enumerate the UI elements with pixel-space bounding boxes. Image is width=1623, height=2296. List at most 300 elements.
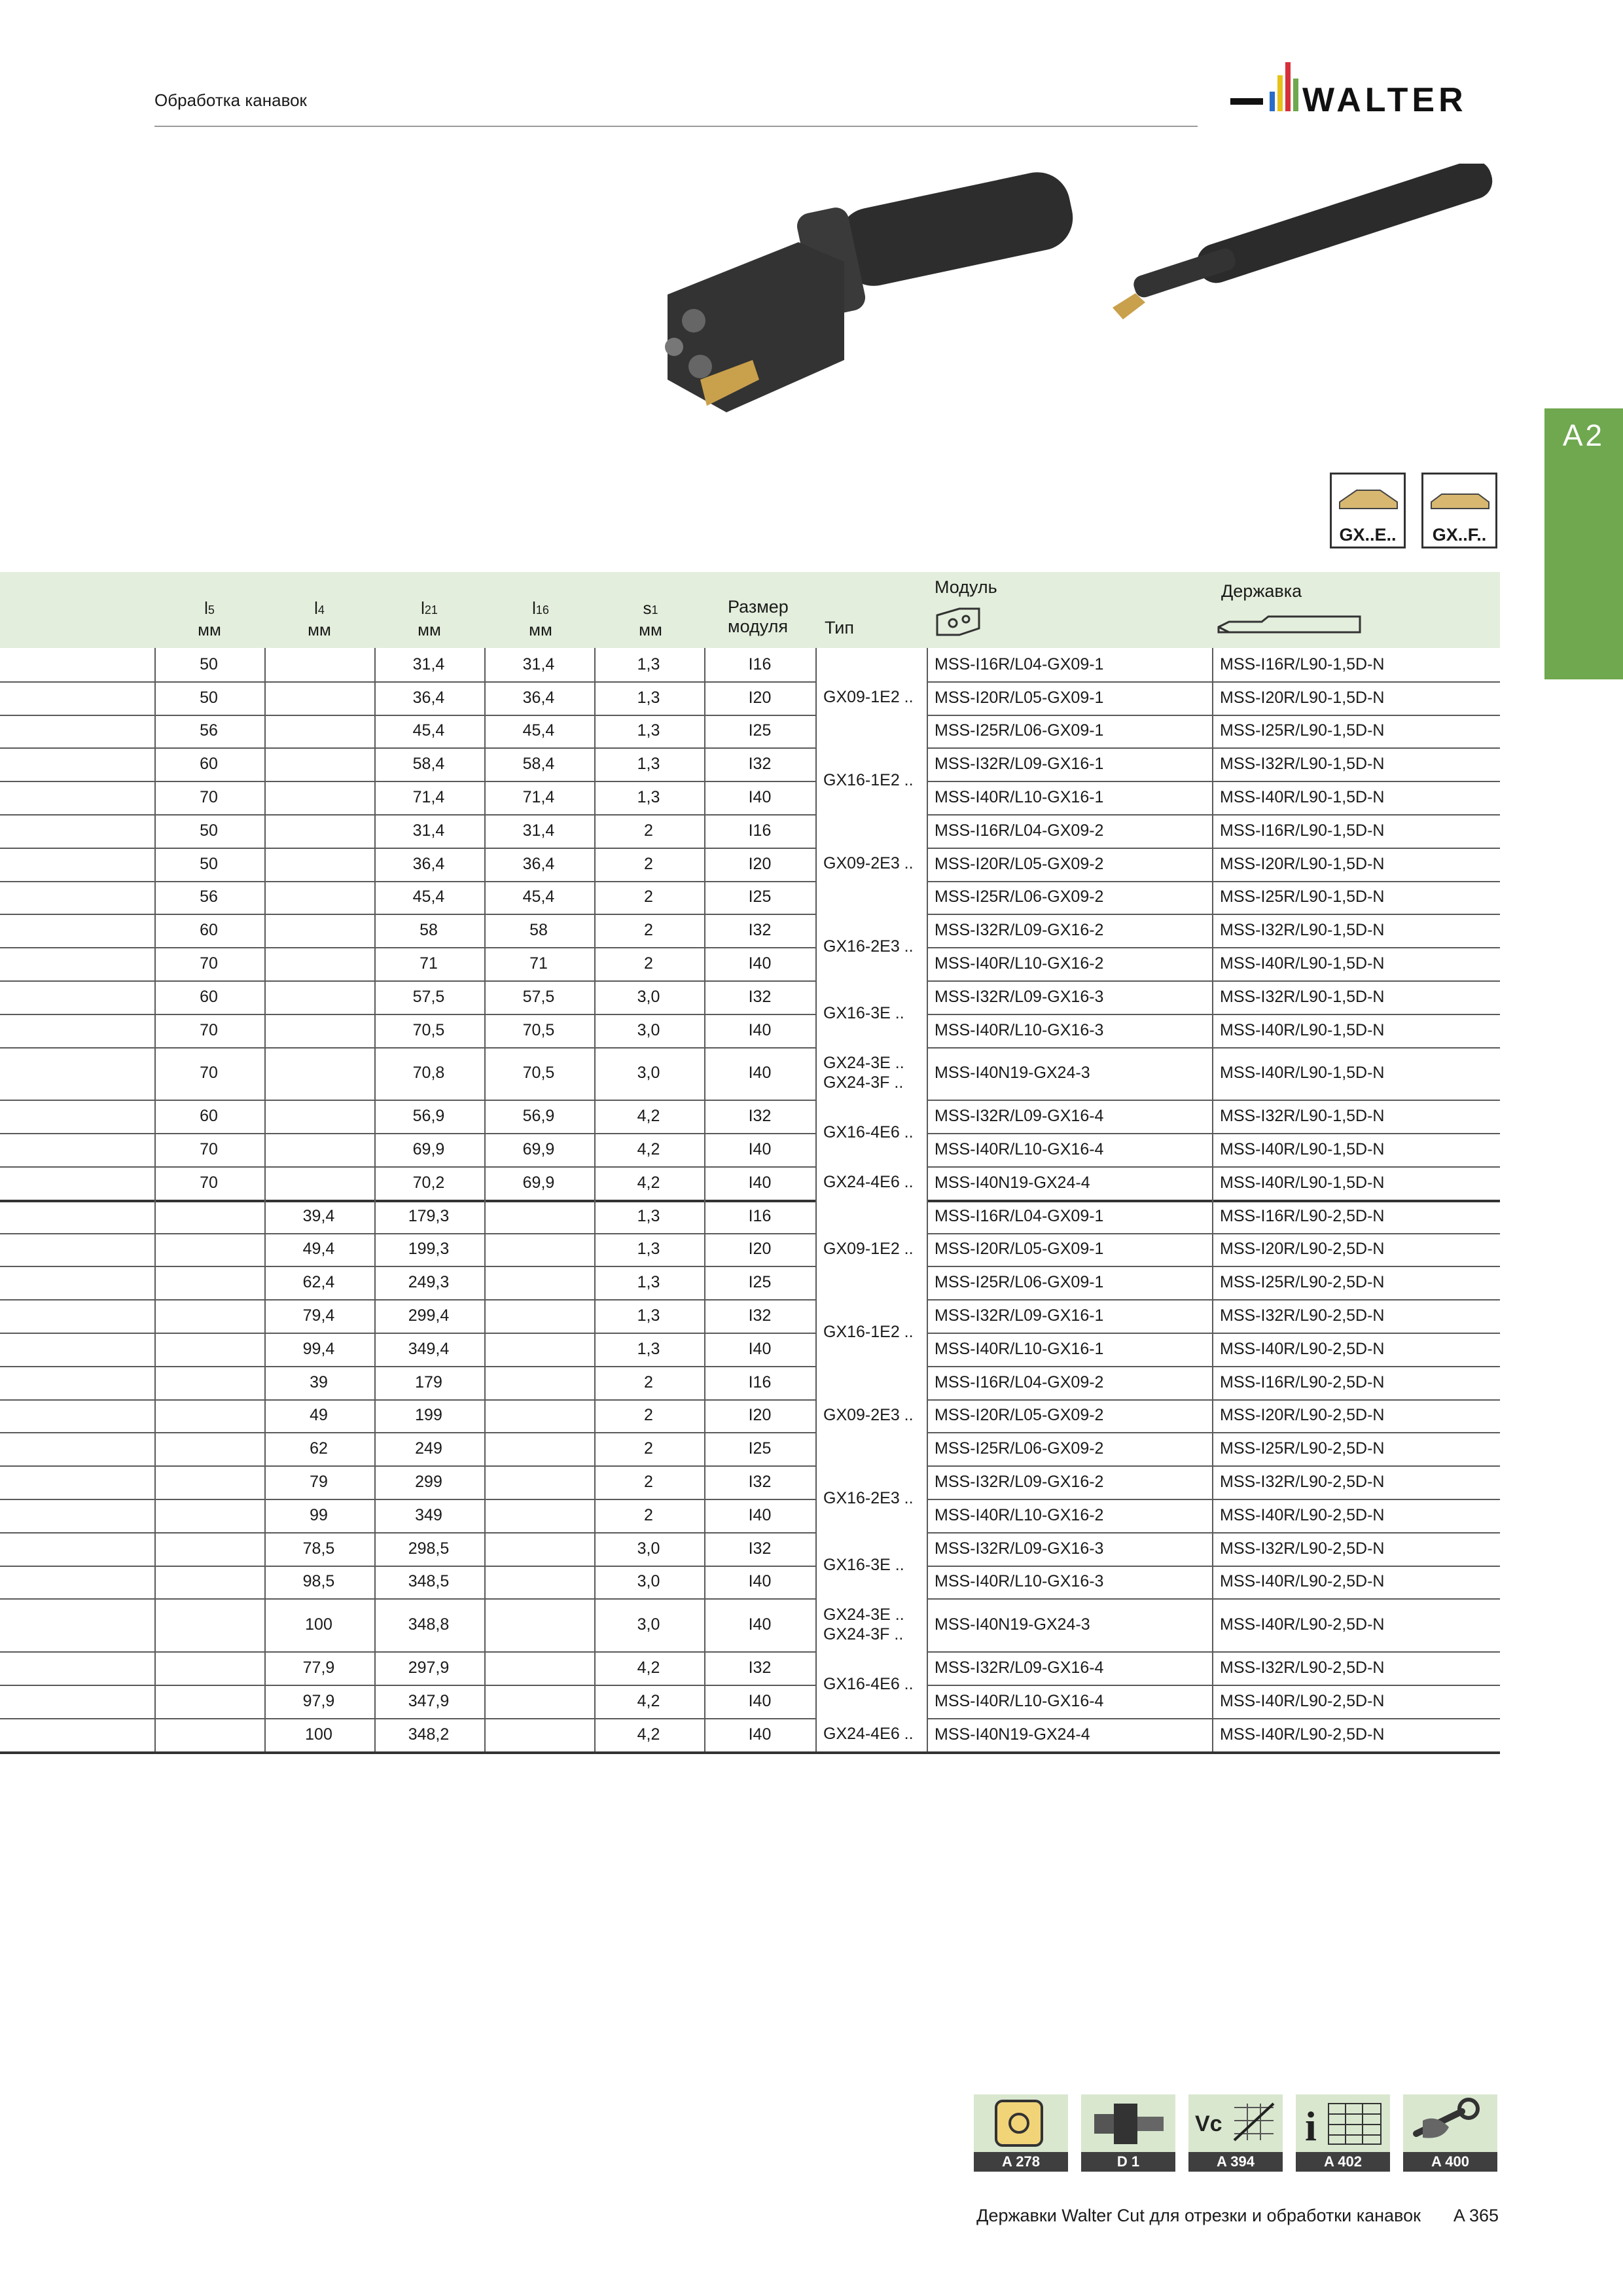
cell-size: I20 bbox=[748, 1240, 772, 1259]
cell-l5 bbox=[154, 1598, 263, 1651]
cell-l16: 31,4 bbox=[522, 821, 555, 840]
cell-s1: 1,3 bbox=[637, 1273, 660, 1292]
cell-l21: 348,5 bbox=[408, 1572, 450, 1591]
ref-insert[interactable]: A 278 bbox=[974, 2094, 1068, 2172]
cell-l16: 69,9 bbox=[522, 1140, 555, 1159]
cell-l16: 69,9 bbox=[522, 1173, 555, 1192]
cell-size: I32 bbox=[748, 1473, 772, 1492]
cell-holder: MSS-I16R/L90-2,5D-N bbox=[1220, 1372, 1385, 1391]
holder-icon bbox=[1216, 603, 1363, 637]
page-footer bbox=[976, 2206, 1499, 2226]
cell-module: MSS-I40N19-GX24-3 bbox=[935, 1064, 1090, 1083]
cell-module: MSS-I40R/L10-GX16-2 bbox=[935, 1505, 1104, 1524]
table-row bbox=[0, 814, 1500, 849]
cell-l5 bbox=[154, 1465, 263, 1499]
cell-l21: 348,8 bbox=[408, 1615, 450, 1634]
table-header bbox=[0, 572, 1500, 648]
table-row bbox=[0, 1333, 1500, 1367]
cell-l5 bbox=[154, 1399, 263, 1433]
cell-l4 bbox=[264, 947, 373, 980]
cell-l21: 71 bbox=[419, 954, 438, 973]
cell-l5: 50 bbox=[200, 688, 218, 707]
cell-l16: 36,4 bbox=[522, 854, 555, 873]
cell-size: I25 bbox=[748, 888, 772, 906]
cell-holder: MSS-I40R/L90-2,5D-N bbox=[1220, 1505, 1385, 1524]
cell-type: GX09-1E2 .. bbox=[817, 648, 927, 746]
table-row bbox=[0, 747, 1500, 782]
cell-l4: 49,4 bbox=[302, 1240, 335, 1259]
cell-s1: 3,0 bbox=[637, 987, 660, 1006]
cell-l5: 70 bbox=[200, 1064, 218, 1083]
table-row bbox=[0, 881, 1500, 916]
cell-size: I16 bbox=[748, 1206, 772, 1225]
cell-l5: 50 bbox=[200, 854, 218, 873]
cell-l5 bbox=[154, 1233, 263, 1266]
cell-l5: 70 bbox=[200, 1140, 218, 1159]
table-row bbox=[0, 1014, 1500, 1049]
cell-l21: 298,5 bbox=[408, 1539, 450, 1558]
cell-s1: 2 bbox=[644, 821, 653, 840]
cell-l5 bbox=[154, 1266, 263, 1299]
cell-module: MSS-I20R/L05-GX09-2 bbox=[935, 854, 1104, 873]
ref-cutting-speed[interactable]: Vc A 394 bbox=[1188, 2094, 1283, 2172]
cell-l5 bbox=[154, 1718, 263, 1751]
table-row bbox=[0, 947, 1500, 982]
cell-holder: MSS-I40R/L90-2,5D-N bbox=[1220, 1725, 1385, 1744]
cell-s1: 3,0 bbox=[637, 1064, 660, 1083]
col-header-size: Размер модуля bbox=[728, 597, 789, 636]
cell-l21: 349,4 bbox=[408, 1339, 450, 1358]
page-number: A 365 bbox=[1453, 2206, 1499, 2225]
cell-l16: 36,4 bbox=[522, 688, 555, 707]
chapter-tab[interactable]: A2 bbox=[1544, 408, 1623, 679]
cell-module: MSS-I32R/L09-GX16-4 bbox=[935, 1107, 1104, 1126]
column-divider bbox=[594, 648, 596, 1751]
cell-s1: 4,2 bbox=[637, 1659, 660, 1677]
table-row bbox=[0, 681, 1500, 716]
col-header-module: Модуль bbox=[935, 577, 997, 597]
svg-text:Vc: Vc bbox=[1195, 2111, 1222, 2136]
cell-l21: 179,3 bbox=[408, 1206, 450, 1225]
cell-size: I32 bbox=[748, 987, 772, 1006]
cell-l5 bbox=[154, 1651, 263, 1685]
svg-text:WALTER: WALTER bbox=[1302, 81, 1467, 119]
cell-size: I40 bbox=[748, 1725, 772, 1744]
cell-l5: 70 bbox=[200, 788, 218, 807]
cell-l21: 199,3 bbox=[408, 1240, 450, 1259]
cell-l5 bbox=[154, 1432, 263, 1465]
cell-l5: 56 bbox=[200, 721, 218, 740]
cell-module: MSS-I20R/L05-GX09-1 bbox=[935, 688, 1104, 707]
cell-module: MSS-I16R/L04-GX09-1 bbox=[935, 655, 1104, 673]
cell-size: I40 bbox=[748, 1173, 772, 1192]
cell-s1: 1,3 bbox=[637, 1206, 660, 1225]
cell-l16 bbox=[484, 1598, 593, 1651]
cell-l21: 249 bbox=[415, 1439, 442, 1458]
table-row bbox=[0, 648, 1500, 683]
cell-l4: 100 bbox=[305, 1725, 332, 1744]
cell-s1: 4,2 bbox=[637, 1725, 660, 1744]
column-divider bbox=[927, 648, 928, 1751]
cell-l4 bbox=[264, 881, 373, 914]
cell-l4 bbox=[264, 715, 373, 748]
cell-size: I40 bbox=[748, 788, 772, 807]
cell-holder: MSS-I32R/L90-2,5D-N bbox=[1220, 1306, 1385, 1325]
cell-holder: MSS-I32R/L90-1,5D-N bbox=[1220, 1107, 1385, 1126]
cell-l21: 297,9 bbox=[408, 1659, 450, 1677]
cell-size: I20 bbox=[748, 688, 772, 707]
cell-l4: 99,4 bbox=[302, 1339, 335, 1358]
cell-l16 bbox=[484, 1718, 593, 1751]
cell-l21: 58 bbox=[419, 921, 438, 940]
cell-l5 bbox=[154, 1685, 263, 1718]
cell-l4: 79,4 bbox=[302, 1306, 335, 1325]
cell-l4 bbox=[264, 1166, 373, 1200]
cell-size: I32 bbox=[748, 1306, 772, 1325]
cell-l5 bbox=[154, 1566, 263, 1599]
cell-holder: MSS-I40R/L90-1,5D-N bbox=[1220, 1140, 1385, 1159]
col-header-l16: l16 мм bbox=[529, 598, 552, 639]
cell-s1: 2 bbox=[644, 921, 653, 940]
cell-l16 bbox=[484, 1432, 593, 1465]
cell-module: MSS-I25R/L06-GX09-1 bbox=[935, 1273, 1104, 1292]
cell-l21: 31,4 bbox=[412, 821, 445, 840]
cell-size: I25 bbox=[748, 721, 772, 740]
cell-l21: 299,4 bbox=[408, 1306, 450, 1325]
cell-l16 bbox=[484, 1685, 593, 1718]
cell-size: I40 bbox=[748, 1505, 772, 1524]
cell-l4 bbox=[264, 781, 373, 814]
cell-holder: MSS-I32R/L90-2,5D-N bbox=[1220, 1539, 1385, 1558]
cell-l16: 70,5 bbox=[522, 1064, 555, 1083]
cell-s1: 1,3 bbox=[637, 655, 660, 673]
cell-l4: 78,5 bbox=[302, 1539, 335, 1558]
cell-holder: MSS-I40R/L90-1,5D-N bbox=[1220, 1064, 1385, 1083]
table-row bbox=[0, 781, 1500, 816]
badge-label: GX..F.. bbox=[1432, 525, 1487, 545]
insert-icon bbox=[974, 2094, 1068, 2152]
cell-size: I16 bbox=[748, 655, 772, 673]
wrench-hand-icon bbox=[1403, 2094, 1497, 2152]
column-divider bbox=[704, 648, 705, 1751]
cell-holder: MSS-I16R/L90-1,5D-N bbox=[1220, 655, 1385, 673]
cell-l4: 97,9 bbox=[302, 1691, 335, 1710]
cell-l4 bbox=[264, 681, 373, 715]
cell-l16: 70,5 bbox=[522, 1020, 555, 1039]
cell-holder: MSS-I40R/L90-1,5D-N bbox=[1220, 954, 1385, 973]
cell-module: MSS-I32R/L09-GX16-3 bbox=[935, 1539, 1104, 1558]
cell-l21: 57,5 bbox=[412, 987, 445, 1006]
table-row bbox=[0, 1685, 1500, 1719]
cell-s1: 1,3 bbox=[637, 1339, 660, 1358]
cell-s1: 2 bbox=[644, 1505, 653, 1524]
cell-l21: 70,8 bbox=[412, 1064, 445, 1083]
cell-size: I40 bbox=[748, 1140, 772, 1159]
cell-holder: MSS-I20R/L90-2,5D-N bbox=[1220, 1406, 1385, 1425]
table-row bbox=[0, 1432, 1500, 1467]
cell-l5 bbox=[154, 1333, 263, 1366]
cell-module: MSS-I40N19-GX24-4 bbox=[935, 1173, 1090, 1192]
cutting-speed-icon bbox=[1188, 2094, 1283, 2152]
cell-module: MSS-I16R/L04-GX09-2 bbox=[935, 821, 1104, 840]
cell-l21: 31,4 bbox=[412, 655, 445, 673]
cell-holder: MSS-I40R/L90-2,5D-N bbox=[1220, 1339, 1385, 1358]
cell-module: MSS-I40N19-GX24-4 bbox=[935, 1725, 1090, 1744]
cell-s1: 2 bbox=[644, 954, 653, 973]
cell-l16: 45,4 bbox=[522, 888, 555, 906]
cell-size: I16 bbox=[748, 1372, 772, 1391]
cell-module: MSS-I32R/L09-GX16-2 bbox=[935, 921, 1104, 940]
cell-l4: 100 bbox=[305, 1615, 332, 1634]
cell-l4 bbox=[264, 747, 373, 781]
ref-info-table[interactable]: i A 402 bbox=[1296, 2094, 1390, 2172]
walter-logo bbox=[1224, 59, 1499, 137]
cell-holder: MSS-I25R/L90-1,5D-N bbox=[1220, 721, 1385, 740]
cell-holder: MSS-I25R/L90-1,5D-N bbox=[1220, 888, 1385, 906]
cell-s1: 1,3 bbox=[637, 788, 660, 807]
cell-l5 bbox=[154, 1299, 263, 1333]
cell-l16 bbox=[484, 1366, 593, 1399]
table-row bbox=[0, 1718, 1500, 1754]
cell-holder: MSS-I40R/L90-1,5D-N bbox=[1220, 1173, 1385, 1192]
cell-l5: 60 bbox=[200, 921, 218, 940]
cell-module: MSS-I32R/L09-GX16-4 bbox=[935, 1659, 1104, 1677]
cell-s1: 1,3 bbox=[637, 721, 660, 740]
cell-l16: 58 bbox=[529, 921, 548, 940]
cell-size: I16 bbox=[748, 821, 772, 840]
table-row bbox=[0, 1465, 1500, 1500]
cell-s1: 2 bbox=[644, 1406, 653, 1425]
cell-module: MSS-I16R/L04-GX09-1 bbox=[935, 1206, 1104, 1225]
cell-l16 bbox=[484, 1465, 593, 1499]
table-row bbox=[0, 980, 1500, 1015]
cell-l5: 50 bbox=[200, 821, 218, 840]
cell-s1: 3,0 bbox=[637, 1572, 660, 1591]
table-row bbox=[0, 1266, 1500, 1300]
cell-module: MSS-I40R/L10-GX16-3 bbox=[935, 1020, 1104, 1039]
cell-type: GX09-1E2 .. bbox=[817, 1200, 927, 1298]
cell-module: MSS-I32R/L09-GX16-3 bbox=[935, 987, 1104, 1006]
boring-bar-image bbox=[1106, 164, 1505, 353]
column-divider bbox=[264, 648, 266, 1751]
cell-l5: 56 bbox=[200, 888, 218, 906]
col-header-type: Тип bbox=[825, 618, 855, 637]
cell-size: I40 bbox=[748, 1615, 772, 1634]
cell-size: I32 bbox=[748, 1539, 772, 1558]
cell-l21: 70,5 bbox=[412, 1020, 445, 1039]
cell-l21: 299 bbox=[415, 1473, 442, 1492]
cell-l21: 71,4 bbox=[412, 788, 445, 807]
cell-type: GX09-2E3 .. bbox=[817, 814, 927, 912]
col-header-l21: l21 мм bbox=[418, 598, 441, 639]
column-divider bbox=[374, 648, 376, 1751]
cell-s1: 4,2 bbox=[637, 1173, 660, 1192]
cell-size: I40 bbox=[748, 1339, 772, 1358]
cell-l4: 62,4 bbox=[302, 1273, 335, 1292]
cell-l21: 45,4 bbox=[412, 721, 445, 740]
cell-type: GX16-1E2 .. bbox=[817, 1299, 927, 1365]
cell-holder: MSS-I40R/L90-2,5D-N bbox=[1220, 1691, 1385, 1710]
cell-l5: 60 bbox=[200, 1107, 218, 1126]
cell-module: MSS-I32R/L09-GX16-1 bbox=[935, 755, 1104, 774]
cell-s1: 1,3 bbox=[637, 1306, 660, 1325]
cell-l4 bbox=[264, 914, 373, 947]
cell-l4 bbox=[264, 1014, 373, 1047]
cell-l5: 70 bbox=[200, 954, 218, 973]
insert-e-icon bbox=[1337, 482, 1400, 515]
cell-l16 bbox=[484, 1651, 593, 1685]
cell-s1: 4,2 bbox=[637, 1691, 660, 1710]
cell-l16: 56,9 bbox=[522, 1107, 555, 1126]
cell-type: GX09-2E3 .. bbox=[817, 1366, 927, 1464]
cell-type: GX16-2E3 .. bbox=[817, 914, 927, 979]
cell-size: I20 bbox=[748, 1406, 772, 1425]
cell-module: MSS-I40R/L10-GX16-4 bbox=[935, 1140, 1104, 1159]
cell-l21: 36,4 bbox=[412, 688, 445, 707]
svg-text:i: i bbox=[1305, 2103, 1317, 2149]
ref-wrench[interactable]: A 400 bbox=[1403, 2094, 1497, 2172]
column-divider bbox=[154, 648, 156, 1751]
cell-type: GX24-3E .. GX24-3F .. bbox=[817, 1047, 927, 1099]
cell-l5 bbox=[154, 1200, 263, 1233]
cell-l4 bbox=[264, 648, 373, 681]
cell-holder: MSS-I25R/L90-2,5D-N bbox=[1220, 1439, 1385, 1458]
cell-s1: 2 bbox=[644, 1372, 653, 1391]
info-table-icon bbox=[1296, 2094, 1390, 2152]
cell-l4: 98,5 bbox=[302, 1572, 335, 1591]
cell-holder: MSS-I40R/L90-2,5D-N bbox=[1220, 1615, 1385, 1634]
cell-l16 bbox=[484, 1499, 593, 1532]
cell-holder: MSS-I40R/L90-1,5D-N bbox=[1220, 1020, 1385, 1039]
cell-s1: 4,2 bbox=[637, 1140, 660, 1159]
cell-type: GX16-1E2 .. bbox=[817, 747, 927, 813]
cell-module: MSS-I40N19-GX24-3 bbox=[935, 1615, 1090, 1634]
cell-l16: 71 bbox=[529, 954, 548, 973]
col-header-s1: s1 мм bbox=[639, 598, 662, 639]
cell-module: MSS-I25R/L06-GX09-2 bbox=[935, 1439, 1104, 1458]
cell-module: MSS-I25R/L06-GX09-1 bbox=[935, 721, 1104, 740]
cell-size: I32 bbox=[748, 921, 772, 940]
table-row bbox=[0, 1100, 1500, 1134]
insert-badge-gx-e bbox=[1330, 473, 1406, 548]
cell-holder: MSS-I16R/L90-1,5D-N bbox=[1220, 821, 1385, 840]
cell-l5: 60 bbox=[200, 987, 218, 1006]
cell-size: I40 bbox=[748, 1691, 772, 1710]
page-section-title: Обработка канавок bbox=[154, 90, 307, 110]
col-header-holder: Державка bbox=[1221, 581, 1302, 601]
cell-holder: MSS-I32R/L90-1,5D-N bbox=[1220, 921, 1385, 940]
cell-l16 bbox=[484, 1233, 593, 1266]
cell-l21: 70,2 bbox=[412, 1173, 445, 1192]
table-row bbox=[0, 848, 1500, 882]
table-row bbox=[0, 1047, 1500, 1102]
cell-holder: MSS-I32R/L90-1,5D-N bbox=[1220, 987, 1385, 1006]
cell-l4 bbox=[264, 814, 373, 848]
table-row bbox=[0, 1366, 1500, 1401]
cell-l21: 347,9 bbox=[408, 1691, 450, 1710]
cell-l21: 199 bbox=[415, 1406, 442, 1425]
col-header-l5: l5 мм bbox=[198, 598, 221, 639]
cell-s1: 1,3 bbox=[637, 688, 660, 707]
ref-adapter[interactable]: D 1 bbox=[1081, 2094, 1175, 2172]
cell-holder: MSS-I20R/L90-2,5D-N bbox=[1220, 1240, 1385, 1259]
table-row bbox=[0, 1166, 1500, 1202]
cell-module: MSS-I25R/L06-GX09-2 bbox=[935, 888, 1104, 906]
cell-l21: 179 bbox=[415, 1372, 442, 1391]
cell-l4: 39,4 bbox=[302, 1206, 335, 1225]
cell-l21: 58,4 bbox=[412, 755, 445, 774]
cell-s1: 3,0 bbox=[637, 1020, 660, 1039]
module-icon bbox=[933, 602, 983, 641]
cell-l16: 45,4 bbox=[522, 721, 555, 740]
header-rule bbox=[154, 126, 1198, 127]
table-row bbox=[0, 1651, 1500, 1686]
cell-holder: MSS-I40R/L90-1,5D-N bbox=[1220, 788, 1385, 807]
cell-size: I40 bbox=[748, 954, 772, 973]
cell-l21: 69,9 bbox=[412, 1140, 445, 1159]
table-row bbox=[0, 1399, 1500, 1434]
cell-holder: MSS-I32R/L90-2,5D-N bbox=[1220, 1473, 1385, 1492]
cell-l4 bbox=[264, 1133, 373, 1166]
cell-module: MSS-I32R/L09-GX16-2 bbox=[935, 1473, 1104, 1492]
cell-size: I40 bbox=[748, 1572, 772, 1591]
table-row bbox=[0, 1200, 1500, 1234]
cell-l21: 348,2 bbox=[408, 1725, 450, 1744]
cell-module: MSS-I40R/L10-GX16-1 bbox=[935, 788, 1104, 807]
col-header-l4: l4 мм bbox=[308, 598, 331, 639]
cell-l4 bbox=[264, 980, 373, 1014]
cell-l16 bbox=[484, 1399, 593, 1433]
cell-holder: MSS-I16R/L90-2,5D-N bbox=[1220, 1206, 1385, 1225]
cell-size: I40 bbox=[748, 1064, 772, 1083]
cell-holder: MSS-I32R/L90-1,5D-N bbox=[1220, 755, 1385, 774]
table-row bbox=[0, 1532, 1500, 1567]
cell-type: GX16-4E6 .. bbox=[817, 1100, 927, 1165]
cell-l21: 36,4 bbox=[412, 854, 445, 873]
cell-holder: MSS-I20R/L90-1,5D-N bbox=[1220, 688, 1385, 707]
cell-module: MSS-I16R/L04-GX09-2 bbox=[935, 1372, 1104, 1391]
cell-holder: MSS-I25R/L90-2,5D-N bbox=[1220, 1273, 1385, 1292]
cell-l5 bbox=[154, 1499, 263, 1532]
insert-f-icon bbox=[1429, 482, 1491, 515]
cell-module: MSS-I40R/L10-GX16-4 bbox=[935, 1691, 1104, 1710]
cell-l4: 39 bbox=[310, 1372, 328, 1391]
cell-type: GX16-4E6 .. bbox=[817, 1651, 927, 1717]
cell-l21: 249,3 bbox=[408, 1273, 450, 1292]
insert-badge-gx-f bbox=[1421, 473, 1497, 548]
cell-l5: 50 bbox=[200, 655, 218, 673]
column-divider bbox=[1212, 648, 1213, 1751]
cell-holder: MSS-I40R/L90-2,5D-N bbox=[1220, 1572, 1385, 1591]
cell-size: I32 bbox=[748, 1659, 772, 1677]
cell-s1: 1,3 bbox=[637, 1240, 660, 1259]
cell-type: GX16-2E3 .. bbox=[817, 1465, 927, 1531]
cell-s1: 3,0 bbox=[637, 1615, 660, 1634]
cell-l21: 349 bbox=[415, 1505, 442, 1524]
cell-holder: MSS-I20R/L90-1,5D-N bbox=[1220, 854, 1385, 873]
table-row bbox=[0, 1499, 1500, 1534]
cell-l4: 77,9 bbox=[302, 1659, 335, 1677]
cell-l4: 79 bbox=[310, 1473, 328, 1492]
cell-size: I32 bbox=[748, 1107, 772, 1126]
footer-text: Державки Walter Cut для отрезки и обработки канавок bbox=[976, 2206, 1421, 2225]
cell-l5: 60 bbox=[200, 755, 218, 774]
cell-l21: 45,4 bbox=[412, 888, 445, 906]
cell-s1: 4,2 bbox=[637, 1107, 660, 1126]
cell-size: I25 bbox=[748, 1439, 772, 1458]
table-row bbox=[0, 1233, 1500, 1268]
cell-l4 bbox=[264, 1047, 373, 1100]
